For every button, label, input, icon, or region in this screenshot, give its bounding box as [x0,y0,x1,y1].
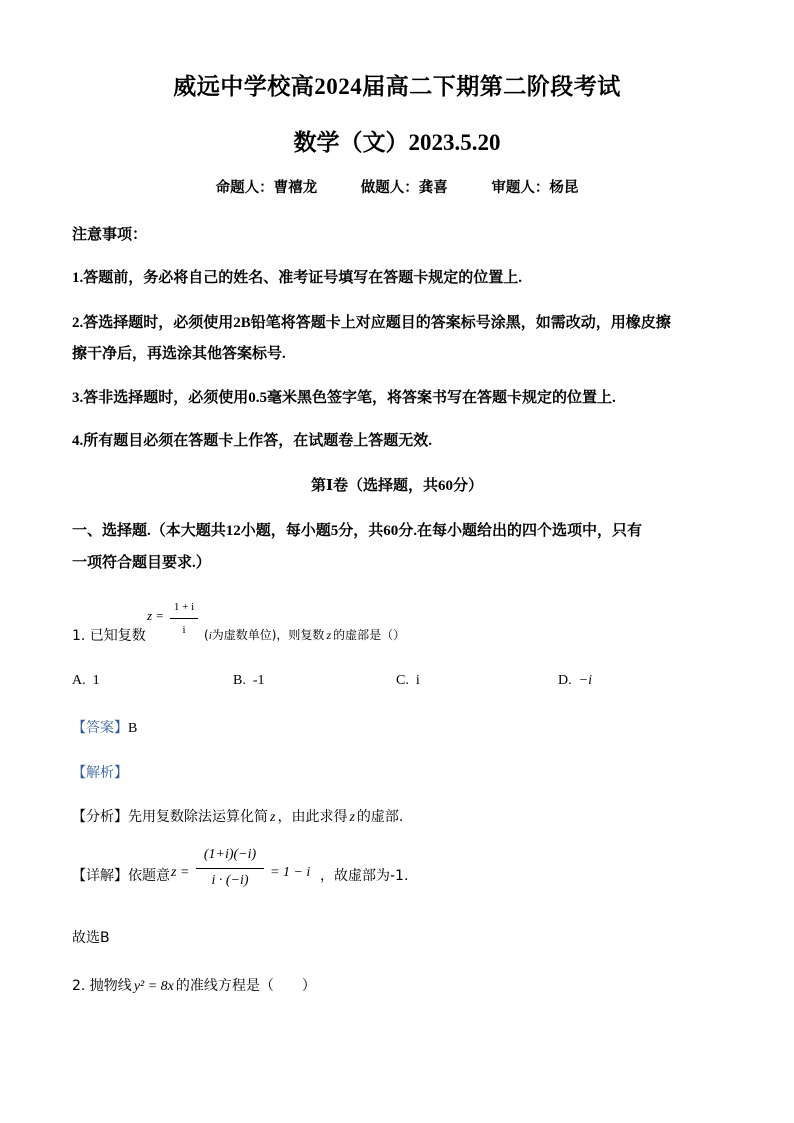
q2-text-2: 的准线方程是（ ） [175,978,316,994]
answer-label: 【答案】 [72,720,128,736]
q1-analysis-line [72,762,128,782]
q1-option-d-text: −i [578,673,592,688]
q1-option-a-text: 1 [92,673,100,688]
q1-option-b-letter: B. [233,673,246,688]
q1-option-d [558,673,592,689]
fenxi-z-2: z [349,810,355,825]
fenxi-text-1: 先用复数除法运算化简 [128,809,268,825]
answer-value: B [128,721,138,736]
author-reviewer: 审题人：杨昆 [491,180,579,196]
q1-option-b [233,673,265,689]
exam-subtitle: 数学（文）2023.5.20 [293,130,501,155]
q1-conclusion: 故选B [72,930,110,946]
q1-option-a-letter: A. [72,673,86,688]
q1-option-c [396,673,420,689]
q1-option-b-text: -1 [252,673,265,688]
detail-tail: ，故虚部为-1. [320,868,409,884]
section-instructions-1: 一、选择题.（本大题共12小题，每小题5分，共60分.在每小题给出的四个选项中，只有 [72,523,643,539]
section-instructions-2: 一项符合题目要求.） [72,555,211,571]
fenxi-label: 【分析】 [72,809,128,825]
note-item-2: 2.答选择题时，必须使用2B铅笔将答题卡上对应题目的答案标号涂黑，如需改动，用橡皮擦 [72,315,671,331]
detail-fraction-bar [196,868,264,869]
q1-z-var: z [326,628,332,642]
fenxi-text-2: ，由此求得 [277,809,348,825]
fenxi-z-1: z [270,810,276,825]
detail-text-1: 依题意 [128,868,170,884]
q1-paren-open: ( [204,628,209,642]
q1-option-c-letter: C. [396,673,409,688]
detail-label-wrap [72,865,170,885]
q1-option-a [72,673,100,689]
q1-stem-start: 1. 已知复数 [72,628,146,644]
q1-i-var: i [208,630,212,642]
q1-fraction-denominator: i [182,624,186,636]
q1-z-eq: z = [147,608,165,623]
q1-fraction-bar [170,618,198,619]
detail-z-eq: z = [171,865,190,880]
q1-option-c-text: i [415,673,420,688]
author-setter: 命题人：曹禧龙 [215,180,318,196]
q2-text-1: 2. 抛物线 [72,978,132,994]
note-item-1: 1.答题前，务必将自己的姓名、准考证号填写在答题卡规定的位置上. [72,270,523,286]
note-item-3: 3.答非选择题时，必须使用0.5毫米黑色签字笔，将答案书写在答题卡规定的位置上. [72,390,616,406]
note-item-2-cont: 擦干净后，再选涂其他答案标号. [72,346,286,362]
analysis-label: 【解析】 [72,765,128,781]
notes-heading: 注意事项： [72,227,148,243]
q2-equation: y² = 8x [133,979,174,994]
q2-stem [72,975,316,995]
detail-label: 【详解】 [72,868,128,884]
section-title: 第Ⅰ卷（选择题，共60分） [310,478,484,494]
q1-note: 为虚数单位)，则复数 [211,628,325,642]
note-item-4: 4.所有题目必须在答题卡上作答，在试题卷上答题无效. [72,433,433,449]
fenxi-text-3: 的虚部. [356,809,404,825]
q1-fenxi-line [72,806,403,826]
detail-numerator: (1+i)(−i) [203,847,257,862]
q1-note-wrap [204,626,405,643]
exam-title: 威远中学校高2024届高二下期第二阶段考试 [173,74,621,99]
author-solver: 做题人：龚喜 [360,180,448,196]
q1-tail: 的虚部是（） [333,628,406,642]
q1-fraction-numerator: 1 + i [173,601,195,613]
q1-option-d-letter: D. [558,673,572,688]
detail-denominator: i · (−i) [211,873,249,888]
q1-answer-line [72,717,137,737]
authors-line [0,176,794,197]
detail-result: = 1 − i [270,865,311,880]
